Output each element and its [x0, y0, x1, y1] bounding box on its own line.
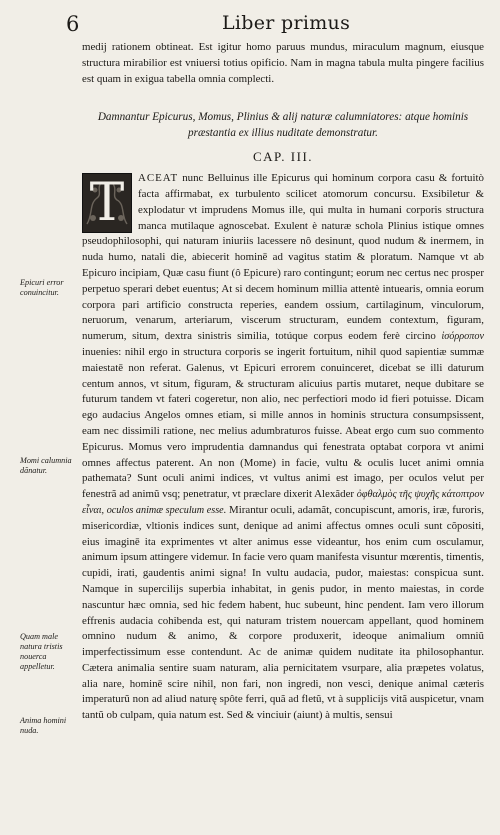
body-text-part-1: nunc Belluinus ille Epicurus qui hominum corpora casu & fortuitò facta affirmabat, ex turbulento scilicet atomorum concursu. Exsibiletur & explodatur vt imprudens Momus ille, qui multa in humani corporis structura manca mutilaque agnoscebat. Exulent è naturæ schola Plinius istique omnes pseudophilosophi, qui naturam iniuriis lacessere nô desinunt, quod nudum & inermem, in nuda humo, natali die, abiecerit hominē ad vagitus statim & ploratum. Namque vt ab Epicuro incipiam, Quæ casu fiunt (ô Epicure) raro contingunt; eorum nec certus nec prosper perpetuo sperari debet euentus; At si decem hominum millia attentè intuearis, omnia eorum corpora pari artificio constructa reperies, eandem ossium, cartilaginum, vinculorum, neruorum, venarum, arteriarum, viscerum structuram, eundem contextum, figuram, numerum, situm, dextra sinistris similia, totúque corpus eodem ferè circino [82, 172, 484, 343]
margin-note-nouerca: Quam male natura tristis nouerca appelletur. [20, 632, 63, 671]
intro-text: medij rationem obtineat. Est igitur homo paruus mundus, miraculum magnum, eiusque structura mirabilior est vniuersi totius opificio. Nam in magna tabula multa pingere facilius est quam in exigua tabella omnia complecti. [82, 41, 484, 85]
page-header [0, 12, 500, 38]
margin-note-epicurus: Epicuri error conuincitur. [20, 278, 64, 297]
margin-note-momus: Momi calumnia dãnatur. [20, 456, 72, 475]
text-block [82, 40, 484, 724]
opening-word: ACEAT [138, 172, 179, 185]
chapter-summary: Damnantur Epicurus, Momus, Plinius & alij naturæ calumniatores: atque hominis præstantia ex illius nuditate demonstratur. [97, 111, 469, 140]
chapter-text [82, 171, 484, 724]
margin-note-anima: Anima homini nuda. [20, 716, 67, 735]
body-text-part-2: inuenies: nihil ergo in structura corporis se ingerit fortuitum, nihil quod sapientiæ summæ maiestatē non referat. Galenus, vt Epicuri errorem conuinceret, dicebat se illi daturum centum annos, vt situm, figuram, & structuram alicuius partis mutaret, neque dubitare se futurum tandem vt fateri cogeretur, non alio, nec perfectiori modo id fieri potuisse. Dicam ego audacius Angelos omnes etiam, si mille annos in hominis structura consumpsissent, eam nec dissimili ratione, nec melius adumbraturos fuisse. Abeat ergo cum suo commento Epicurus. Momus vero imprudentia damnandus qui fenestrata optabat corpora vt animi omnes affectus paterent. An non (Mome) in facie, vultu & oculis lucet animi omnia pathemata? Sunt oculi animi indices, vt vultus animi est imago, per oculos velut per fenestrã ad animũ vsq; penetratur, vt præclare dixerit Alexãder [82, 345, 484, 501]
initial-ornament [82, 173, 132, 233]
intro-paragraph [82, 40, 484, 87]
body-text-part-3: Mirantur oculi, adamãt, concupiscunt, amoris, iræ, furoris, misericordiæ, vltionis indices sunt, denique ad animi affectus omnes oculi sunt cõpositi, eius imaginē ita exprimentes vt alter animus esse videantur, hos enim cum osculamur, animum ipsum attingere videmur. In facie vero quam manifesta visuntur mœrentis, timentis, cupidi, irati, gaudentis animi signa! In vultu audacia, pudor, maiestas: conspicua sunt. Namque in supercilijs superbia inhabitat, in genis pudor, in mento maiestas, in corde nascuntur hæc omnia, sed hic fedem habent, huc subeunt, hinc pendent. Iam vero illorum effrenis audacia cohibenda est, qui naturam tristem nouercam appellant, quod hominem omnino nudum & animo, & corpore produxerit, ideoque animalium omniũ imperfectissimum esse contendunt. Ac de animæ quidem nuditate ita philosophantur. Cætera animalia sentire suam naturam, alia pernicitatem vsurpare, alia præpetes volatus, alia nare, hominē scire nihil, non fari, non ingredi, non vesci, denique animal cæteris imperaturũ non ad aliud naturę spôte ferri, quã ad fletũ, vt à supplicijs vitã auspicetur, vnam tantũ ob culpam, quia natum est. Sed & vinciuir (aiunt) à multis, sensui [82, 503, 484, 722]
chapter-title: CAP. III. [252, 149, 314, 165]
decorated-initial [82, 173, 132, 233]
page-number: 6 [66, 12, 80, 36]
greek-phrase-2: ὀφθαλμὸς τῆς ψυχῆς κάτοπτρον εἶναι, oculos animæ speculum esse. [82, 489, 485, 516]
chapter-body [82, 171, 484, 724]
greek-phrase-1: ἰσόρροπον [441, 331, 484, 343]
running-head: Liber primus [222, 12, 351, 34]
initial-letter: T [89, 173, 125, 234]
